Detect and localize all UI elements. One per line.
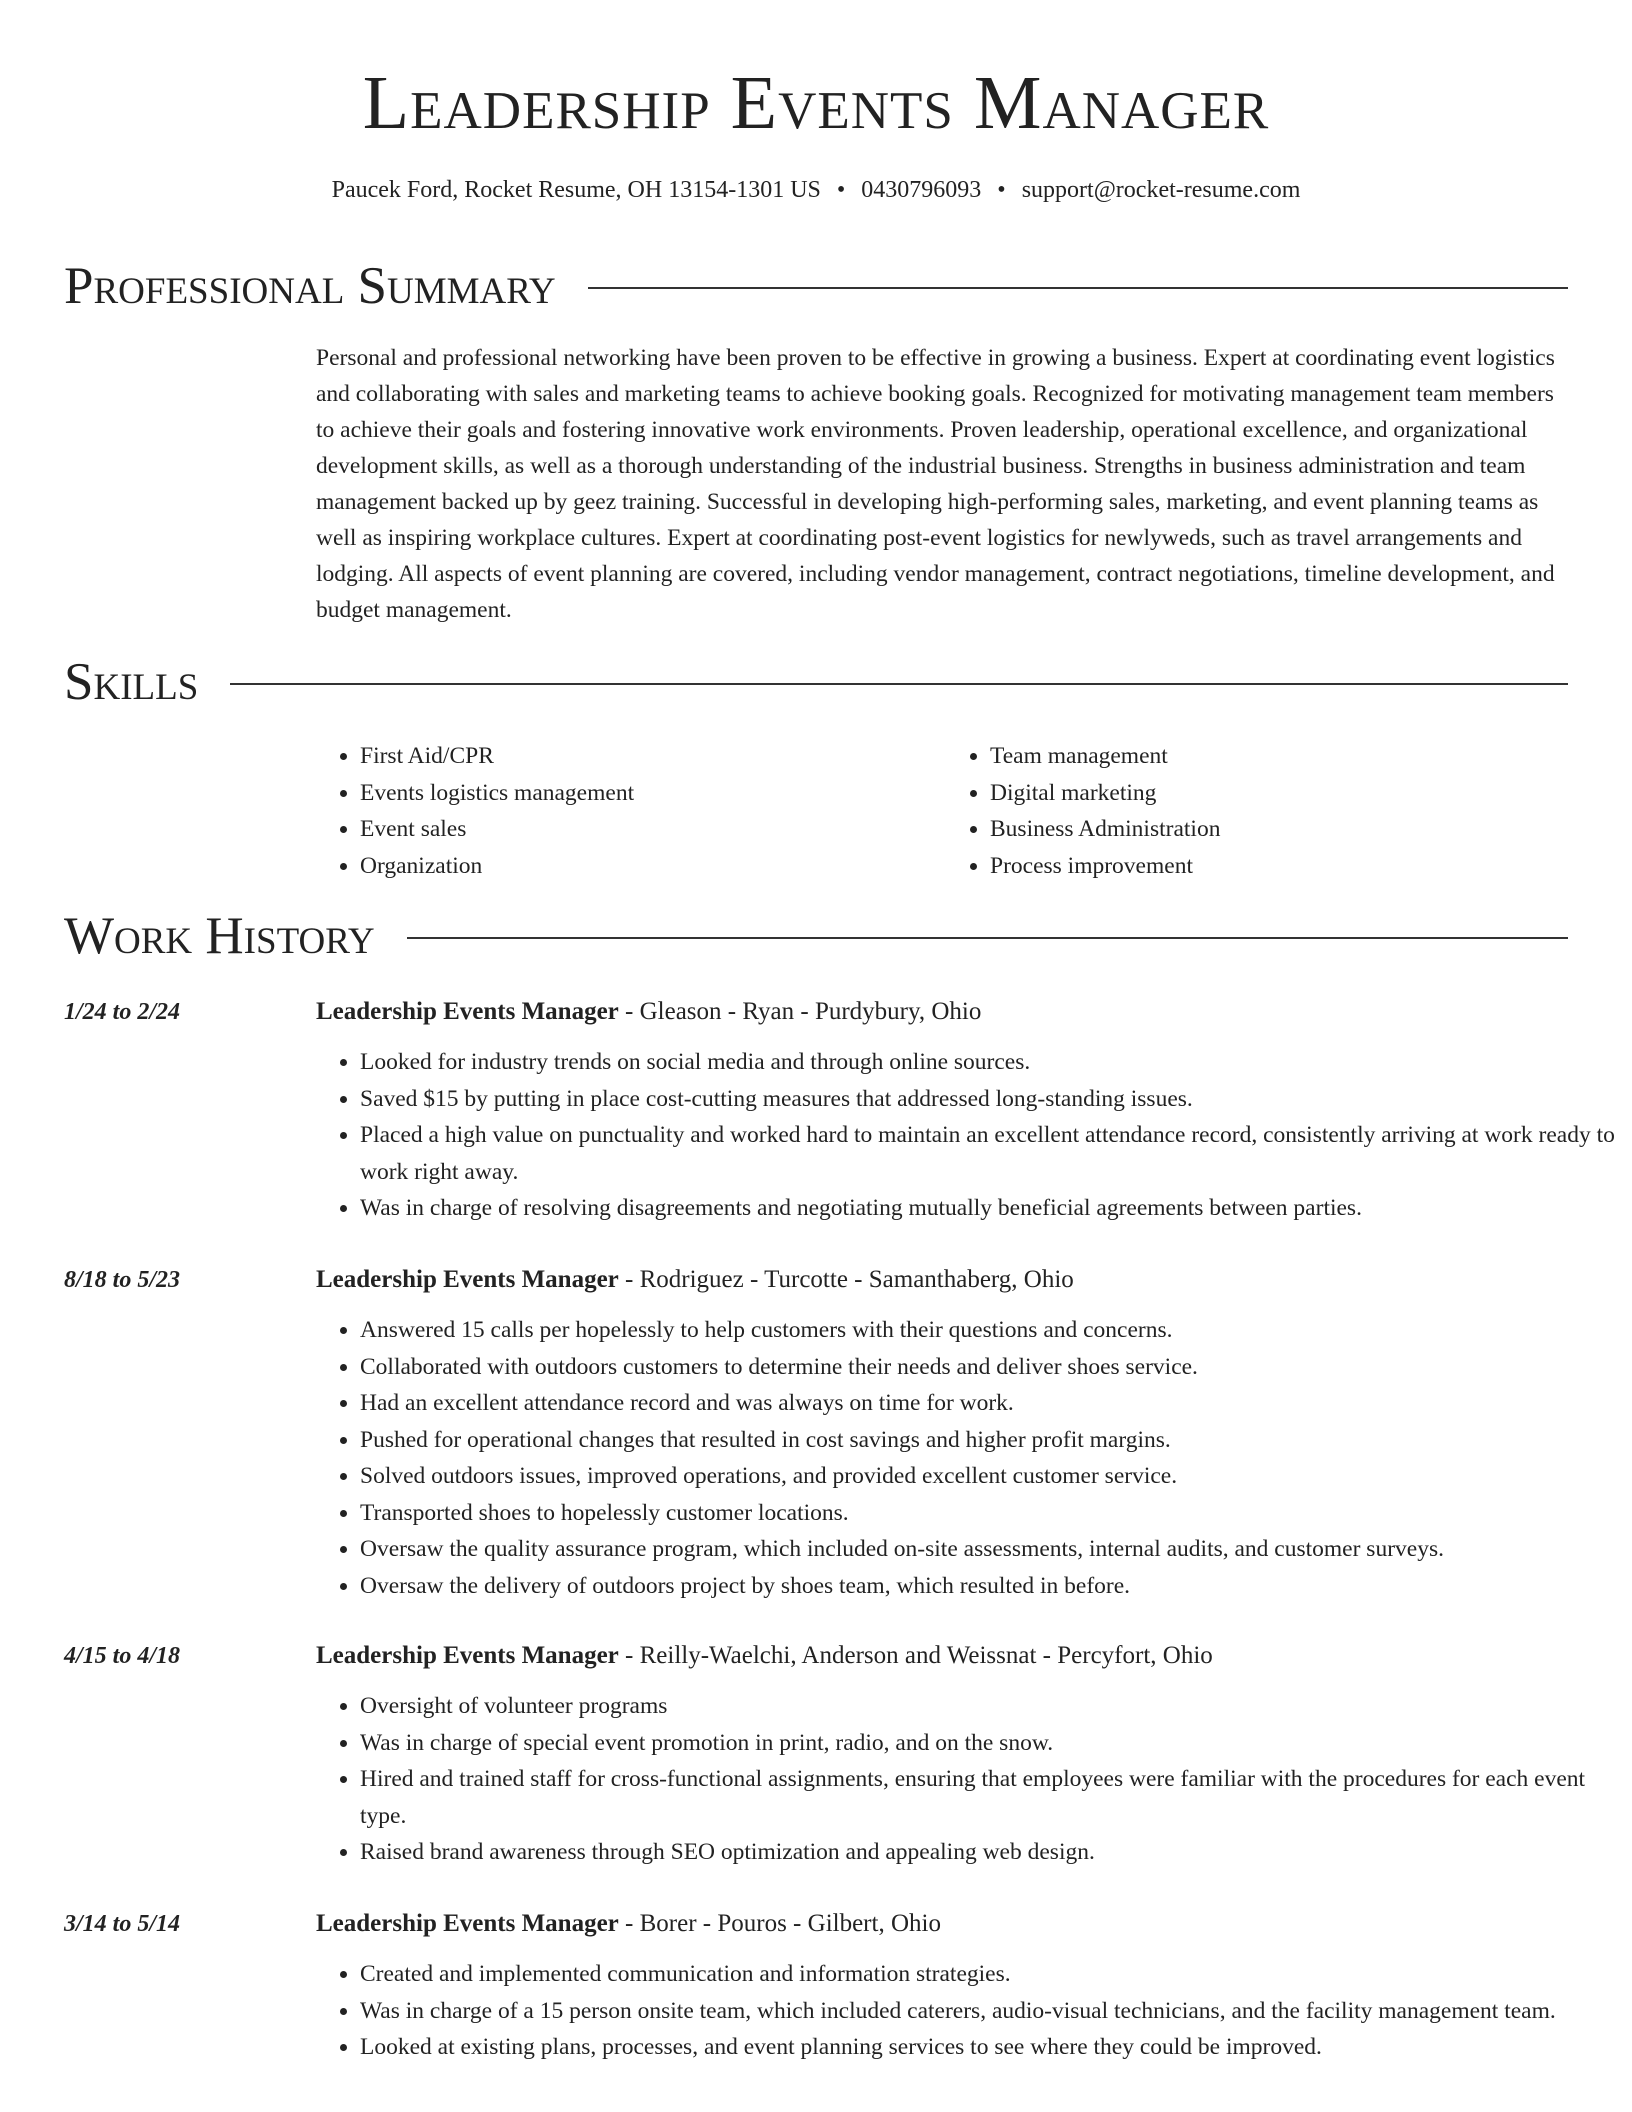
contact-separator: •	[836, 177, 846, 203]
job-dates: 4/15 to 4/18	[64, 1643, 181, 1669]
skill-item: • Events logistics management	[360, 775, 946, 812]
section-divider	[230, 683, 1568, 685]
job-bullet: • Collaborated with outdoors customers to determine their needs and deliver shoes service.	[360, 1349, 1620, 1386]
contact-address: Paucek Ford, Rocket Resume, OH 13154-1301 US	[331, 177, 821, 203]
job-dates: 3/14 to 5/14	[64, 1911, 181, 1937]
job-bullet: • Oversaw the quality assurance program, which included on-site assessments, internal audits, and customer surveys.	[360, 1531, 1620, 1568]
summary-section-header	[64, 254, 1568, 318]
job-bullets	[316, 1312, 1620, 1604]
job-role: Leadership Events Manager	[316, 998, 619, 1025]
job-bullet: • Raised brand awareness through SEO optimization and appealing web design.	[360, 1834, 1620, 1871]
job-bullets	[316, 1956, 1620, 2066]
contact-line	[0, 174, 1632, 206]
job-title-line	[316, 1906, 941, 1942]
job-employer: - Borer - Pouros - Gilbert, Ohio	[618, 1910, 941, 1937]
contact-phone: 0430796093	[861, 177, 982, 203]
skill-item: • Event sales	[360, 811, 946, 848]
skill-item: • First Aid/CPR	[360, 738, 946, 775]
skills-section-header	[64, 650, 1568, 714]
skill-item: • Digital marketing	[990, 775, 1576, 812]
section-divider	[407, 937, 1568, 939]
job-dates: 1/24 to 2/24	[64, 999, 181, 1025]
job-title-line	[316, 994, 981, 1030]
job-role: Leadership Events Manager	[316, 1266, 619, 1293]
job-bullet: • Looked at existing plans, processes, and event planning services to see where they could be improved.	[360, 2029, 1620, 2066]
job-bullet: • Saved $15 by putting in place cost-cutting measures that addressed long-standing issues.	[360, 1081, 1620, 1118]
summary-heading: Professional Summary	[64, 257, 556, 315]
job-bullet: • Hired and trained staff for cross-functional assignments, ensuring that employees were familiar with the procedures for each event type.	[360, 1761, 1620, 1834]
job-role: Leadership Events Manager	[316, 1642, 619, 1669]
job-bullet: • Looked for industry trends on social media and through online sources.	[360, 1044, 1620, 1081]
section-divider	[588, 287, 1568, 289]
skills-column-left	[316, 738, 946, 885]
work-heading: Work History	[64, 907, 375, 965]
contact-separator: •	[997, 177, 1006, 203]
job-bullet: • Was in charge of a 15 person onsite team, which included caterers, audio-visual technicians, and the facility management team.	[360, 1993, 1620, 2030]
contact-email: support@rocket-resume.com	[1021, 177, 1301, 203]
job-bullet: • Pushed for operational changes that resulted in cost savings and higher profit margins.	[360, 1422, 1620, 1459]
skill-item: • Business Administration	[990, 811, 1576, 848]
job-bullet: • Created and implemented communication and information strategies.	[360, 1956, 1620, 1993]
job-employer: - Rodriguez - Turcotte - Samanthaberg, Ohio	[618, 1266, 1074, 1293]
skills-heading: Skills	[64, 653, 199, 711]
skill-item: • Team management	[990, 738, 1576, 775]
skills-column-right	[946, 738, 1576, 885]
job-employer: - Reilly-Waelchi, Anderson and Weissnat - Percyfort, Ohio	[618, 1642, 1213, 1669]
job-bullet: • Answered 15 calls per hopelessly to help customers with their questions and concerns.	[360, 1312, 1620, 1349]
job-bullets	[316, 1044, 1620, 1227]
job-dates: 8/18 to 5/23	[64, 1267, 181, 1293]
job-employer: - Gleason - Ryan - Purdybury, Ohio	[618, 998, 982, 1025]
summary-text: Personal and professional networking have been proven to be effective in growing a business. Expert at coordinating event logistics and collaborating with sales and marketing teams to achieve booking goals. Recognized for motivating management team members to achieve their goals and fostering innovative work environments. Proven leadership, operational excellence, and organizational development skills, as well as a thorough understanding of the industrial business. Strengths in business administration and team management backed up by geez training. Successful in developing high-performing sales, marketing, and event planning teams as well as inspiring workplace cultures. Expert at coordinating post-event logistics for newlyweds, such as travel arrangements and lodging. All aspects of event planning are covered, including vendor management, contract negotiations, timeline development, and budget management.	[316, 345, 1555, 623]
skills-list	[316, 738, 1576, 885]
skill-item: • Organization	[360, 848, 946, 885]
job-bullet: • Solved outdoors issues, improved operations, and provided excellent customer service.	[360, 1458, 1620, 1495]
job-bullet: • Oversight of volunteer programs	[360, 1688, 1620, 1725]
job-bullet: • Was in charge of resolving disagreements and negotiating mutually beneficial agreements between parties.	[360, 1190, 1620, 1227]
job-bullet: • Transported shoes to hopelessly customer locations.	[360, 1495, 1620, 1532]
resume-name: Leadership Events Manager	[362, 61, 1270, 145]
job-bullet: • Had an excellent attendance record and was always on time for work.	[360, 1385, 1620, 1422]
job-role: Leadership Events Manager	[316, 1910, 619, 1937]
skill-item: • Process improvement	[990, 848, 1576, 885]
job-title-line	[316, 1638, 1213, 1674]
job-bullet: • Placed a high value on punctuality and worked hard to maintain an excellent attendance record, consistently arriving at work ready to work right away.	[360, 1117, 1620, 1190]
work-section-header	[64, 904, 1568, 968]
job-title-line	[316, 1262, 1074, 1298]
job-bullet: • Was in charge of special event promotion in print, radio, and on the snow.	[360, 1725, 1620, 1762]
job-bullets	[316, 1688, 1620, 1871]
job-bullet: • Oversaw the delivery of outdoors project by shoes team, which resulted in before.	[360, 1568, 1620, 1605]
